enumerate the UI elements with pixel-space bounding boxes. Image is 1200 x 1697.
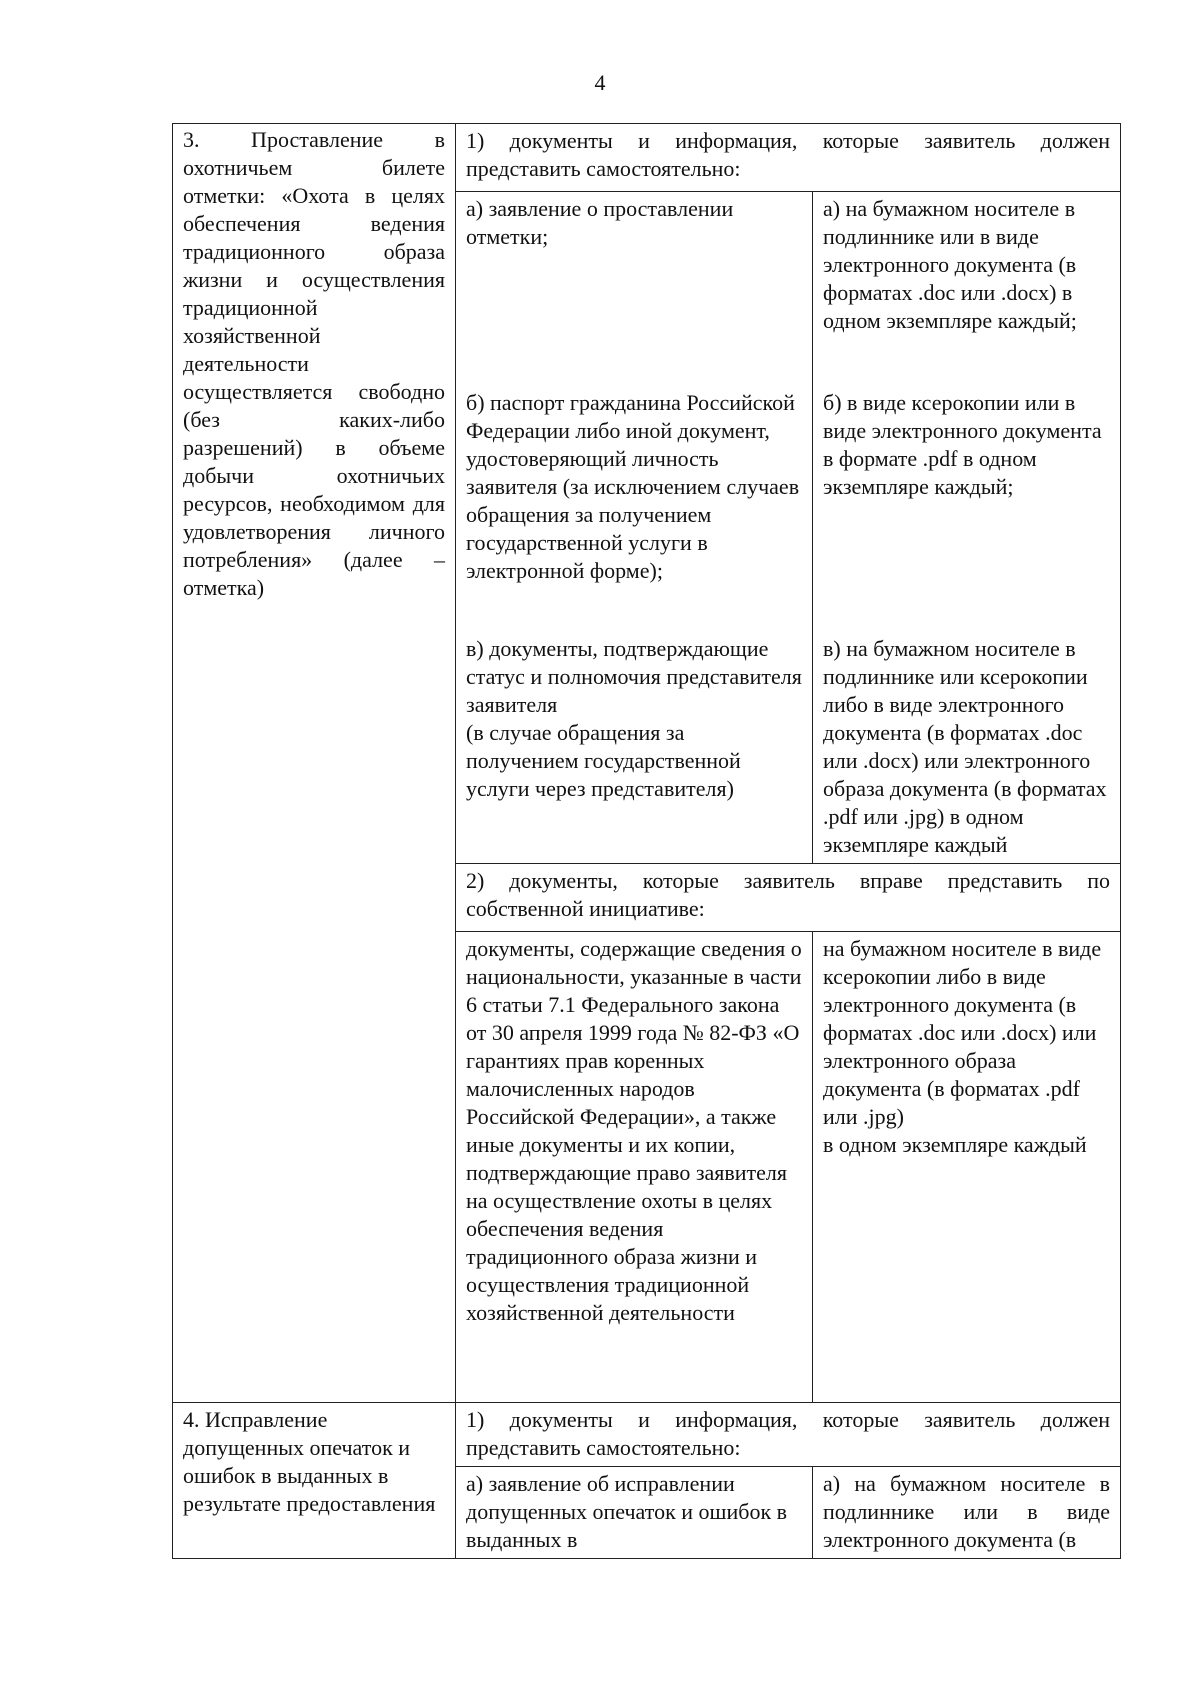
- row4-item-a-left: [456, 1467, 813, 1559]
- row4-section1-header-cell: [456, 1403, 1121, 1467]
- row4-item-a-document: а) заявление об исправлении допущенных опечаток и ошибок в выданных в: [466, 1471, 788, 1552]
- row3-title: 3. Проставление в охотничьем билете отметки: «Охота в целях обеспечения ведения традиционного образа жизни и осуществления традиционной хозяйственной деятельности осуществляется свободно (без каких-либо разрешений) в объеме добычи охотничьих ресурсов, необходимом для удовлетворения личного потребления» (далее – отметка): [183, 127, 445, 600]
- row4-item-a-right: [813, 1467, 1121, 1559]
- row3-item-d-left: [456, 932, 813, 1403]
- row3-item-a-left: [456, 192, 813, 387]
- row3-item-d-right: [813, 932, 1121, 1403]
- row3-item-v-left: [456, 632, 813, 864]
- item-a-document: а) заявление о проставлении отметки;: [466, 196, 734, 249]
- item-b-format: б) в виде ксерокопии или в виде электронного документа в формате .pdf в одном экземпляре каждый;: [823, 390, 1102, 499]
- item-d-format: на бумажном носителе в виде ксерокопии либо в виде электронного документа (в форматах .doc или .docx) или электронного образа документа (в форматах .pdf или .jpg) в одном экземпляре каждый: [823, 936, 1102, 1157]
- item-v-document: в) документы, подтверждающие статус и полномочия представителя заявителя (в случае обращения за получением государственной услуги через представителя): [466, 636, 802, 801]
- item-a-format: а) на бумажном носителе в подлиннике или в виде электронного документа (в форматах .doc или .docx) в одном экземпляре каждый;: [823, 196, 1077, 333]
- page-number: 4: [594, 70, 606, 95]
- row4-title-cell: [173, 1403, 456, 1559]
- row3-item-v-right: [813, 632, 1121, 864]
- item-v-format: в) на бумажном носителе в подлиннике или ксерокопии либо в виде электронного документа (в форматах .doc или .docx) или электронного образа документа (в форматах .pdf или .jpg) в одном экземпляре каждый: [823, 636, 1107, 857]
- row3-title-cell: [173, 124, 456, 1403]
- table-row: [173, 1403, 1121, 1467]
- row4-section1-header: 1) документы и информация, которые заявитель должен представить самостоятельно:: [466, 1407, 1111, 1460]
- row3-item-b-right: [813, 386, 1121, 632]
- row3-section2-header-cell: [456, 864, 1121, 932]
- row4-item-a-format: а) на бумажном носителе в подлиннике или в виде электронного документа (в: [823, 1471, 1111, 1552]
- documents-table: [172, 123, 1121, 1559]
- row3-item-b-left: [456, 386, 813, 632]
- row3-section1-header: 1) документы и информация, которые заявитель должен представить самостоятельно:: [466, 128, 1111, 181]
- row4-title: 4. Исправление допущенных опечаток и ошибок в выданных в результате предоставления: [183, 1407, 436, 1516]
- row3-item-a-right: [813, 192, 1121, 387]
- table-row: [173, 124, 1121, 192]
- item-b-document: б) паспорт гражданина Российской Федерации либо иной документ, удостоверяющий личность заявителя (за исключением случаев обращения за получением государственной услуги в электронной форме);: [466, 390, 800, 583]
- row3-section1-header-cell: [456, 124, 1121, 192]
- row3-section2-header: 2) документы, которые заявитель вправе представить по собственной инициативе:: [466, 868, 1111, 921]
- item-d-document: документы, содержащие сведения о национальности, указанные в части 6 статьи 7.1 Федерального закона от 30 апреля 1999 года № 82-ФЗ «О гарантиях прав коренных малочисленных народов Российской Федерации», а также иные документы и их копии, подтверждающие право заявителя на осуществление охоты в целях обеспечения ведения традиционного образа жизни и осуществления традиционной хозяйственной деятельности: [466, 936, 802, 1325]
